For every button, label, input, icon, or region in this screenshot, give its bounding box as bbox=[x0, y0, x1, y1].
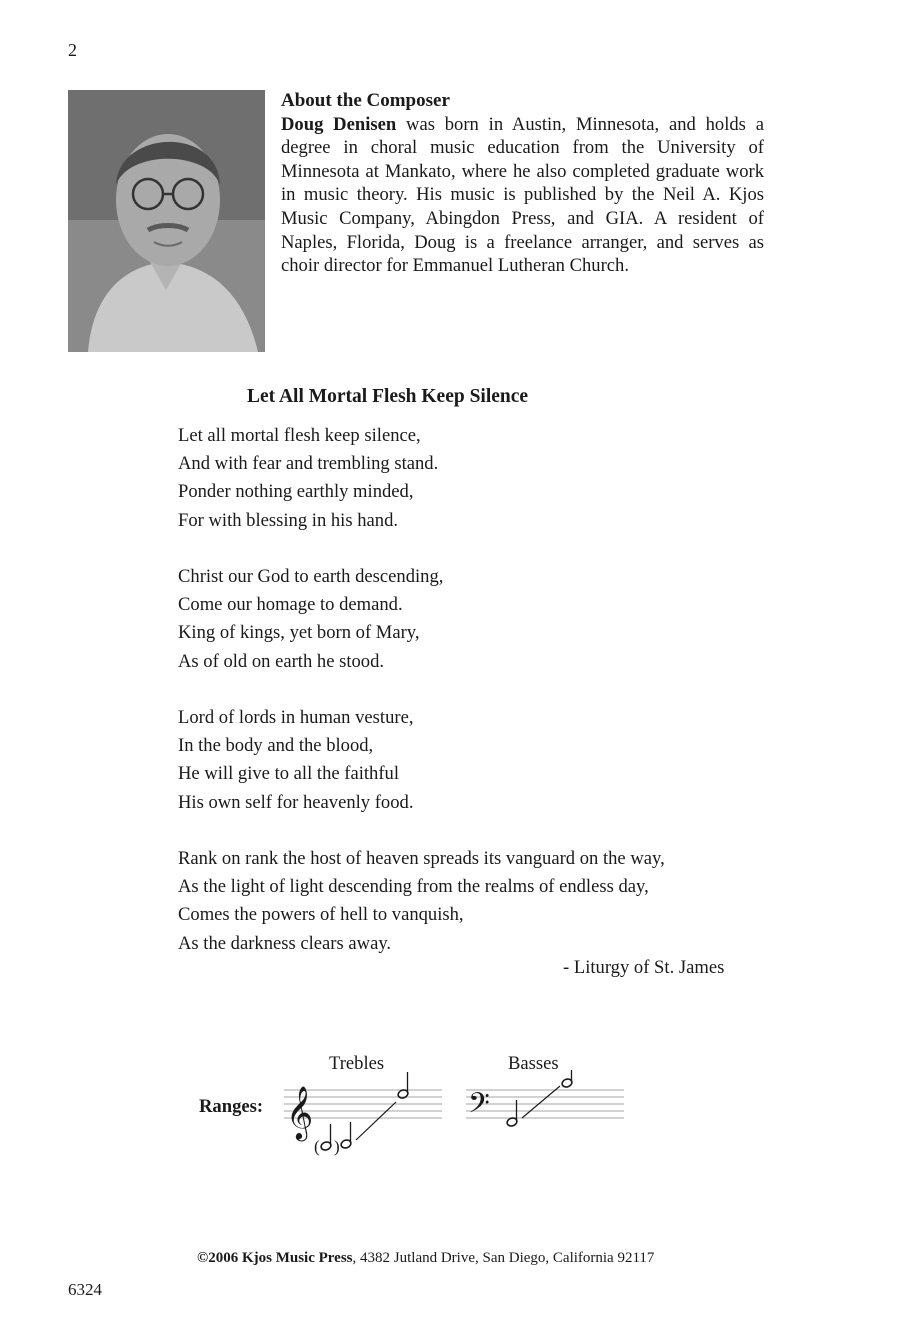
hymn-title: Let All Mortal Flesh Keep Silence bbox=[247, 386, 529, 407]
verse-line: As the darkness clears away. bbox=[178, 932, 392, 954]
about-composer-section bbox=[281, 89, 764, 278]
hymn-text bbox=[178, 422, 665, 958]
verse-line: Rank on rank the host of heaven spreads its vanguard on the way, bbox=[178, 848, 665, 869]
treble-range-line bbox=[356, 1102, 396, 1140]
verse-line: Lord of lords in human vesture, bbox=[178, 707, 414, 728]
verse-line: Ponder nothing earthly minded, bbox=[178, 481, 414, 503]
composer-name: Doug Denisen bbox=[281, 113, 397, 135]
verse-line: Comes the powers of hell to vanquish, bbox=[178, 904, 464, 926]
verse-line: King of kings, yet born of Mary, bbox=[178, 622, 420, 644]
composer-photo bbox=[68, 90, 265, 352]
verse-line: He will give to all the faithful bbox=[178, 763, 400, 785]
copyright-publisher: ©2006 Kjos Music Press bbox=[197, 1250, 353, 1266]
optional-note-open-paren: ( bbox=[314, 1137, 320, 1156]
trebles-label: Trebles bbox=[329, 1053, 385, 1074]
composer-bio: was born in Austin, Minnesota, and holds a degree in choral music education from the University of Minnesota at Mankato, where he also completed graduate work in music theory. His music is published by the Neil A. Kjos Music Company, Abingdon Press, and GIA. A resident of Naples, Florida, Doug is a freelance arranger, and serves as choir director for Emmanuel Lutheran Church. bbox=[281, 113, 764, 277]
bass-range-line bbox=[522, 1086, 560, 1118]
treble-clef-icon: 𝄞 bbox=[286, 1085, 314, 1139]
ranges-label: Ranges: bbox=[199, 1096, 264, 1117]
stanza-2 bbox=[178, 563, 665, 676]
catalog-number: 6324 bbox=[68, 1280, 102, 1299]
basses-label: Basses bbox=[508, 1053, 559, 1074]
verse-line: As of old on earth he stood. bbox=[178, 650, 385, 672]
verse-line: For with blessing in his hand. bbox=[178, 509, 399, 531]
copyright-address: , 4382 Jutland Drive, San Diego, California 92117 bbox=[352, 1250, 655, 1266]
hymn-attribution: - Liturgy of St. James bbox=[563, 957, 725, 978]
about-text bbox=[281, 113, 764, 278]
verse-line: Christ our God to earth descending, bbox=[178, 566, 444, 587]
verse-line: Let all mortal flesh keep silence, bbox=[178, 425, 421, 446]
copyright-notice bbox=[197, 1250, 654, 1267]
verse-line: And with fear and trembling stand. bbox=[178, 453, 439, 475]
verse-line: His own self for heavenly food. bbox=[178, 791, 414, 813]
stanza-3 bbox=[178, 704, 665, 817]
bass-staff bbox=[466, 1070, 624, 1127]
verse-line: Come our homage to demand. bbox=[178, 594, 403, 616]
voice-ranges-notation bbox=[280, 1070, 640, 1160]
portrait-image bbox=[68, 90, 265, 352]
optional-note-close-paren: ) bbox=[334, 1137, 340, 1156]
bass-clef-icon: 𝄢 bbox=[468, 1087, 490, 1127]
stanza-4 bbox=[178, 845, 665, 958]
verse-line: As the light of light descending from the realms of endless day, bbox=[178, 876, 649, 898]
page-number: 2 bbox=[68, 40, 77, 60]
verse-line: In the body and the blood, bbox=[178, 735, 374, 757]
about-heading: About the Composer bbox=[281, 90, 450, 111]
treble-staff bbox=[284, 1072, 442, 1156]
stanza-1 bbox=[178, 422, 665, 535]
